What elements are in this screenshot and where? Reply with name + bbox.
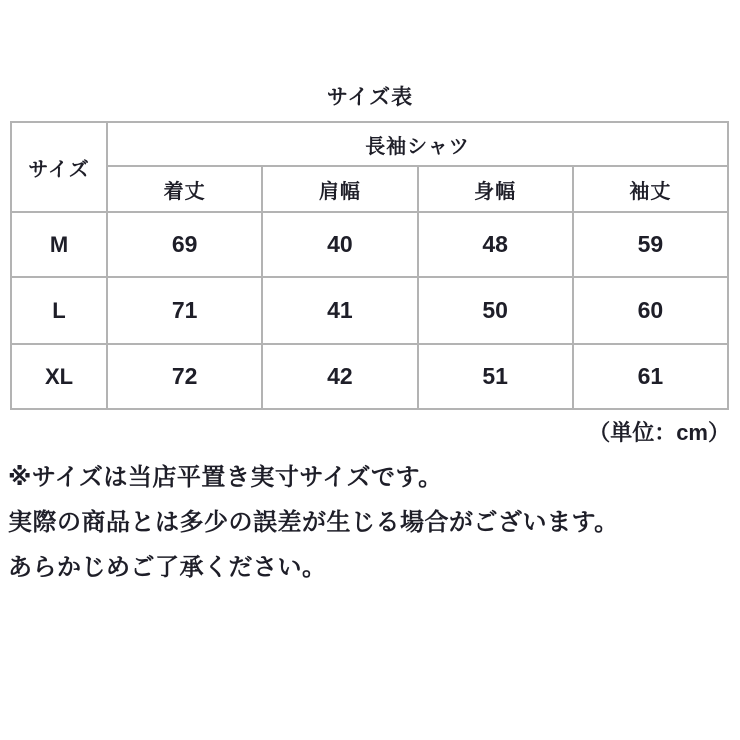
column-header-length: 着丈 (107, 166, 262, 212)
table-row-m (11, 212, 728, 277)
value-cell: 59 (573, 212, 728, 277)
value-cell: 42 (262, 344, 417, 409)
value-cell: 50 (418, 277, 573, 344)
column-header-body-width: 身幅 (418, 166, 573, 212)
disclaimer-notes (8, 455, 740, 590)
value-cell: 69 (107, 212, 262, 277)
value-cell: 51 (418, 344, 573, 409)
size-cell: L (11, 277, 107, 344)
note-line-2: 実際の商品とは多少の誤差が生じる場合がございます。 (8, 509, 619, 536)
value-cell: 41 (262, 277, 417, 344)
value-cell: 48 (418, 212, 573, 277)
value-cell: 40 (262, 212, 417, 277)
value-cell: 60 (573, 277, 728, 344)
group-header-cell: 長袖シャツ (107, 122, 728, 166)
table-column-header-row (11, 166, 728, 212)
size-cell: XL (11, 344, 107, 409)
value-cell: 61 (573, 344, 728, 409)
value-cell: 72 (107, 344, 262, 409)
value-cell: 71 (107, 277, 262, 344)
size-cell: M (11, 212, 107, 277)
column-header-sleeve: 袖丈 (573, 166, 728, 212)
table-row-xl (11, 344, 728, 409)
corner-header-cell: サイズ (11, 122, 107, 212)
column-header-shoulder: 肩幅 (262, 166, 417, 212)
size-table (10, 121, 729, 410)
note-line-3: あらかじめご了承ください。 (8, 554, 327, 581)
note-line-1: ※サイズは当店平置き実寸サイズです。 (8, 464, 443, 491)
unit-note: （単位：cm） (588, 420, 730, 445)
table-row-l (11, 277, 728, 344)
page-title: サイズ表 (326, 86, 414, 109)
table-group-header-row (11, 122, 728, 166)
